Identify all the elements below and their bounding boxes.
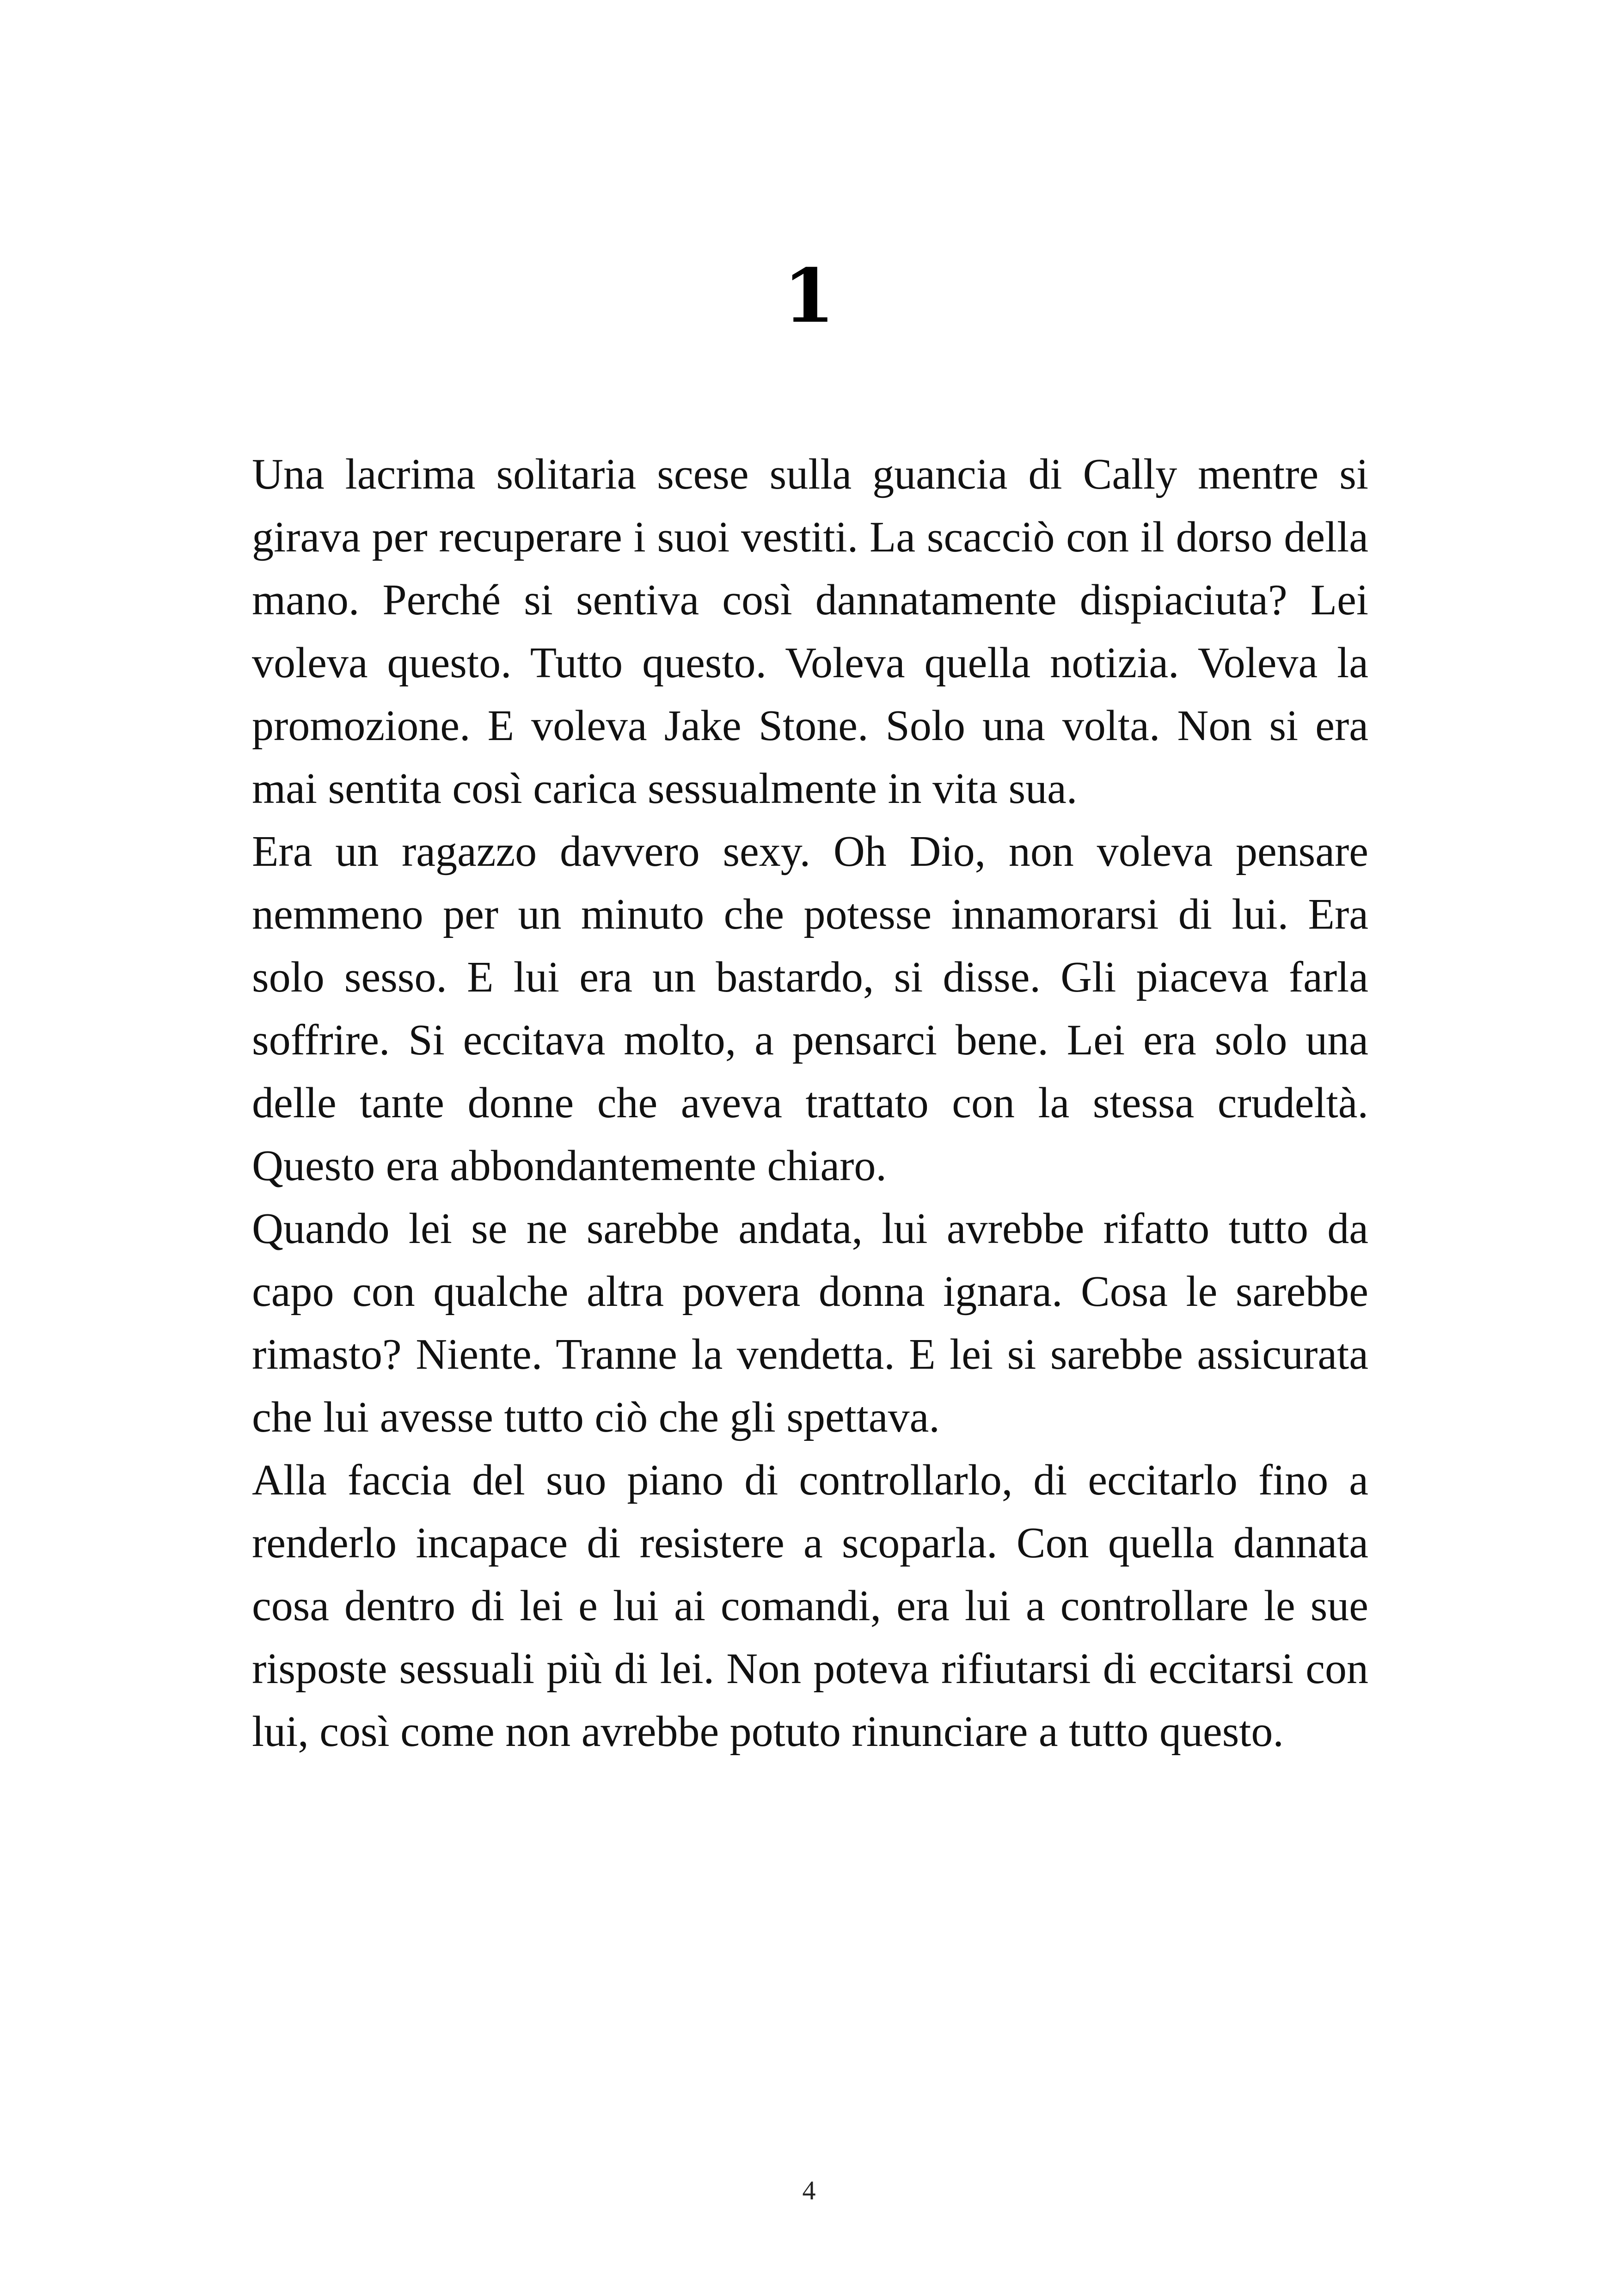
chapter-number: 1 (783, 252, 835, 339)
chapter-body (252, 443, 1368, 1763)
paragraph: Era un ragazzo davvero sexy. Oh Dio, non voleva pensare nemmeno per un minuto che potesse innamorarsi di lui. Era solo sesso. E lui era un bastardo, si disse. Gli piaceva farla soffrire. Si eccitava molto, a pensarci bene. Lei era solo una delle tante donne che aveva trattato con la stessa crudeltà. Questo era abbondantemente chiaro. (252, 827, 1368, 1190)
paragraph: Quando lei se ne sarebbe andata, lui avrebbe rifatto tutto da capo con qualche altra povera donna ignara. Cosa le sarebbe rimasto? Niente. Tranne la vendetta. E lei si sarebbe assicurata che lui avesse tutto ciò che gli spettava. (252, 1205, 1368, 1441)
paragraph: Alla faccia del suo piano di controllarlo, di eccitarlo fino a renderlo incapace di resistere a scoparla. Con quella dannata cosa dentro di lei e lui ai comandi, era lui a controllare le sue risposte sessuali più di lei. Non poteva rifiutarsi di eccitarsi con lui, così come non avrebbe potuto rinunciare a tutto questo. (252, 1456, 1368, 1756)
page-number: 4 (802, 2175, 816, 2205)
paragraph: Una lacrima solitaria scese sulla guancia di Cally mentre si girava per recuperare i suoi vestiti. La scacciò con il dorso della mano. Perché si sentiva così dannatamente dispiaciuta? Lei voleva questo. Tutto questo. Voleva quella notizia. Voleva la promozione. E voleva Jake Stone. Solo una volta. Non si era mai sentita così carica sessualmente in vita sua. (252, 450, 1368, 813)
